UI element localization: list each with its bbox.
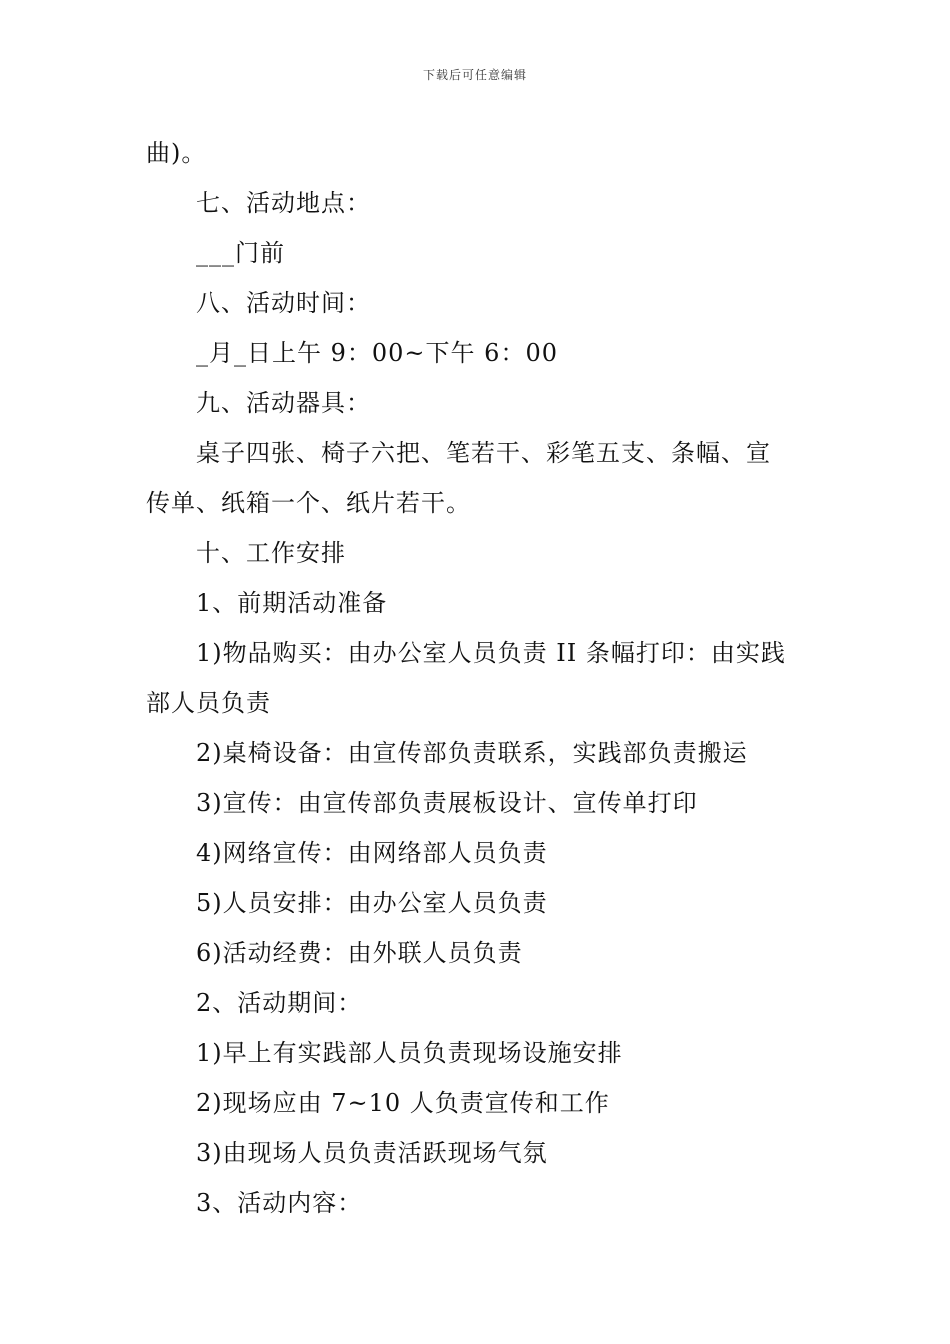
subheading-during: 2、活动期间： — [196, 989, 363, 1017]
subheading-preparation: 1、前期活动准备 — [196, 589, 388, 617]
list-item: 6)活动经费：由外联人员负责 — [196, 939, 523, 967]
list-item: 3)由现场人员负责活跃现场气氛 — [196, 1139, 548, 1167]
text-line-continuation: 曲)。 — [146, 139, 207, 167]
section-heading-work: 十、工作安排 — [196, 539, 346, 567]
list-item: 4)网络宣传：由网络部人员负责 — [196, 839, 548, 867]
text-line-time: _月_日上午 9：00~下午 6：00 — [196, 339, 558, 367]
list-item: 2)桌椅设备：由宣传部负责联系，实践部负责搬运 — [196, 739, 748, 767]
page-header-note: 下载后可任意编辑 — [422, 68, 527, 82]
section-heading-equipment: 九、活动器具： — [196, 389, 371, 417]
subheading-content: 3、活动内容： — [196, 1189, 363, 1217]
section-heading-time: 八、活动时间： — [196, 289, 371, 317]
text-line-equipment: 桌子四张、椅子六把、笔若干、彩笔五支、条幅、宣 — [196, 439, 771, 467]
document-body — [146, 128, 814, 1228]
list-item: 1)早上有实践部人员负责现场设施安排 — [196, 1039, 623, 1067]
list-item: 5)人员安排：由办公室人员负责 — [196, 889, 548, 917]
text-line-equipment-cont: 传单、纸箱一个、纸片若干。 — [146, 489, 471, 517]
list-item-cont: 部人员负责 — [146, 689, 271, 717]
list-item: 3)宣传：由宣传部负责展板设计、宣传单打印 — [196, 789, 698, 817]
section-heading-location: 七、活动地点： — [196, 189, 371, 217]
text-line-location: ___门前 — [196, 239, 285, 267]
list-item: 2)现场应由 7~10 人负责宣传和工作 — [196, 1089, 610, 1117]
list-item: 1)物品购买：由办公室人员负责 II 条幅打印：由实践 — [196, 639, 786, 667]
